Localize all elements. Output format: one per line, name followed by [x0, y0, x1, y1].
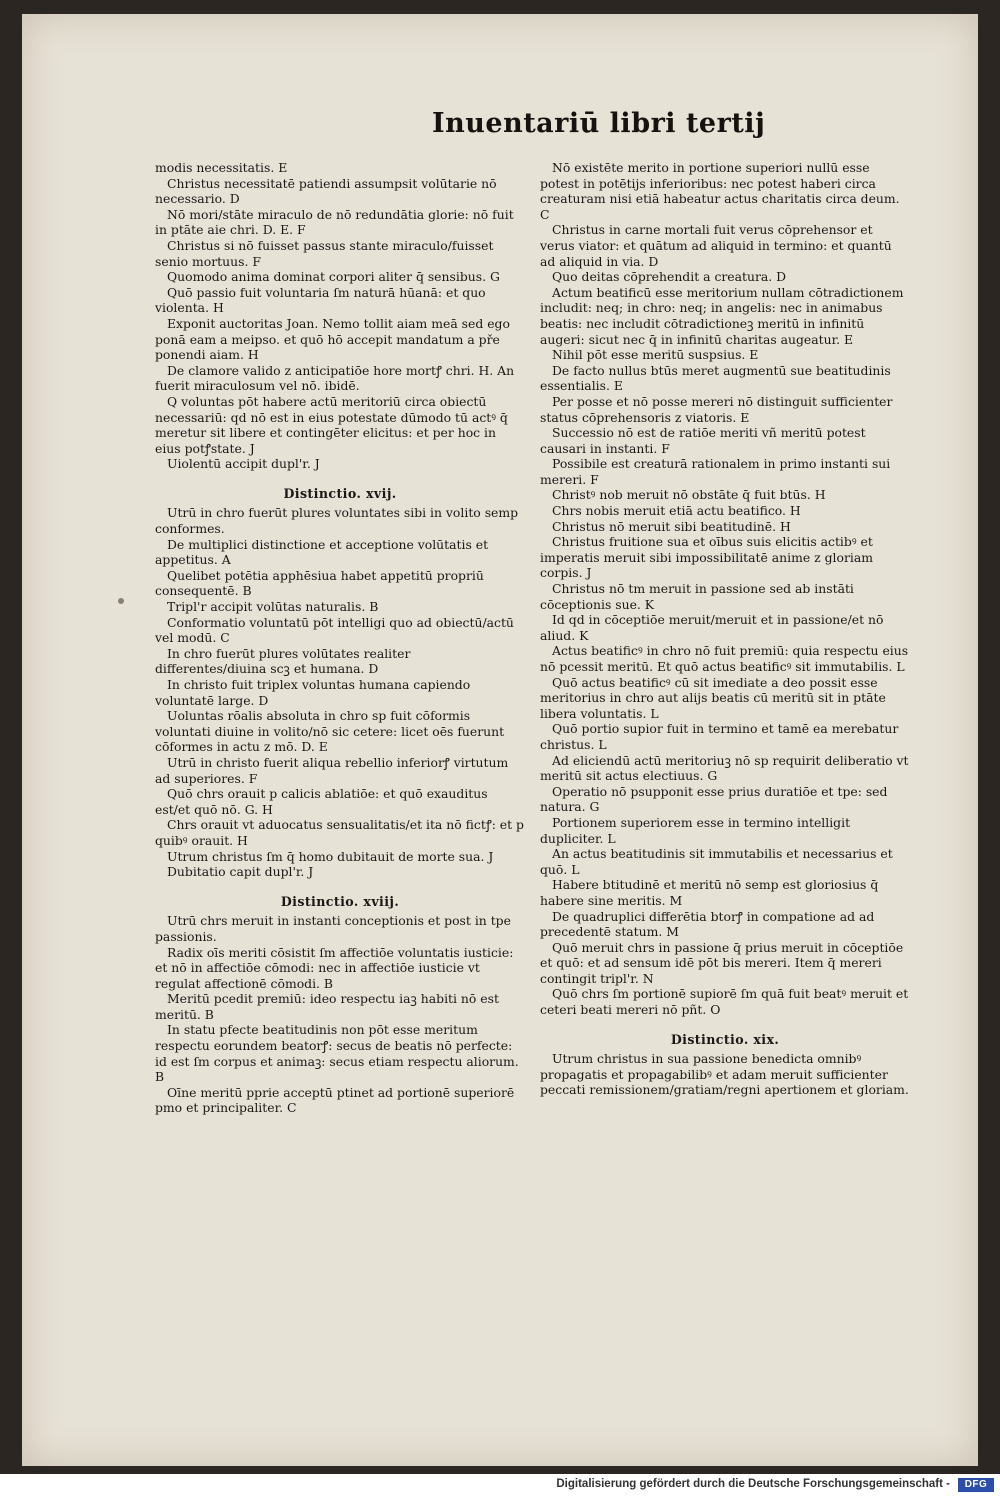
- index-entry: Actum beatificū esse meritorium nullam cōtradictionem includit: neq; in chro: neq; in angelis: nec in animabus beatis: nec includit cōtradictioneꝫ meritū in infinitū augeri: sicut nec q̄ in infinitū charitas augeatur. E: [540, 284, 904, 347]
- index-entry: Meritū pcedit premiū: ideo respectu iaꝫ habiti nō est meritū. B: [155, 991, 499, 1022]
- index-entry: In christo fuit triplex voluntas humana capiendo voluntatē large. D: [155, 677, 471, 708]
- index-entry: Utrū in chro fuerūt plures voluntates sibi in volito semp conformes.: [155, 505, 519, 537]
- index-entry: Possibile est creaturā rationalem in primo instanti sui mereri. F: [540, 456, 891, 487]
- section-heading: Distinctio. xviij.: [280, 893, 400, 909]
- index-entry: In statu pfecte beatitudinis non pōt esse meritum respectu eorundem beatorꝭ: secus de beatis nō perfecte: id est ſm corpus et animaꝫ: secus etiam respectu aliorum. B: [155, 1022, 519, 1085]
- left-block-2: [155, 505, 525, 879]
- index-entry: Quō actus beatificꝰ cū sit imediate a deo possit esse meritorius in chro aut alijs beatis cū meritū sit in ptāte libera voluntatis. L: [540, 674, 886, 721]
- running-head: Inuentariū libri tertij: [432, 108, 766, 139]
- index-entry: Id qd in cōceptiōe meruit/meruit et in passione/et nō aliud. K: [540, 612, 884, 643]
- index-entry: Christus si nō fuisset passus stante miraculo/fuisset senio mortuus. F: [155, 237, 494, 269]
- index-entry: modis necessitatis. E: [155, 160, 288, 175]
- index-entry: Quō chrs orauit p calicis ablatiōe: et quō exauditus est/et quō nō. G. H: [155, 786, 488, 817]
- index-entry: Utrum christus in sua passione benedicta omnibꝰ propagatis et propagabilibꝰ et adam meruit sufficienter peccati remissionem/gratiam/regni apertionem et gloriam.: [540, 1051, 909, 1098]
- index-entry: Christus nō tm meruit in passione sed ab instāti cōceptionis sue. K: [540, 581, 854, 612]
- index-entry: Chrs nobis meruit etiā actu beatifico. H: [552, 503, 801, 519]
- index-entry: Quelibet potētia apphēsiua habet appetitū propriū consequentē. B: [155, 567, 484, 599]
- section-heading: Distinctio. xix.: [670, 1031, 780, 1047]
- index-entry: De clamore valido z anticipatiōe hore mortꝭ chri. H. An fuerit miraculosum vel nō. ibidē.: [155, 362, 515, 394]
- index-entry: Utrū chrs meruit in instanti conceptionis et post in tpe passionis.: [155, 913, 511, 944]
- index-entry: Christus in carne mortali fuit verus cōprehensor et verus viator: et quātum ad aliquid in termino: et quantū ad aliquid in via. D: [540, 222, 892, 269]
- index-entry: Oīne meritū pprie acceptū ptinet ad portionē superiorē pmo et principaliter. C: [155, 1084, 515, 1116]
- index-entry: Uiolentū accipit dupl'r. J: [167, 456, 320, 472]
- index-entry: Nō existēte merito in portione superiori nullū esse potest in potētijs inferioribus: nec potest haberi circa creaturam nisi etiā habeatur actus charitatis circa deum. C: [540, 160, 900, 222]
- index-entry: Christus nō meruit sibi beatitudinē. H: [552, 518, 791, 534]
- left-column: [155, 160, 525, 1116]
- index-entry: An actus beatitudinis sit immutabilis et necessarius et quō. L: [540, 846, 893, 877]
- index-entry: Q voluntas pōt habere actū meritoriū circa obiectū necessariū: qd nō est in eius potestate dūmodo tū actꝰ q̄ meretur sit libere et contingēter elicitus: et per hoc in eius potꝭstate. J: [155, 393, 508, 456]
- index-entry: Quomodo anima dominat corpori aliter q̄ sensibus. G: [167, 269, 500, 285]
- section-heading: Distinctio. xvij.: [283, 485, 397, 501]
- right-block-2: [540, 1051, 910, 1098]
- index-entry: Christꝰ nob meruit nō obstāte q̄ fuit btūs. H: [552, 487, 826, 503]
- index-entry: Nō mori/stāte miraculo de nō redundātia glorie: nō fuit in ptāte aie chri. D. E. F: [155, 206, 514, 238]
- index-entry: Quō passio fuit voluntaria ſm naturā hūanā: et quo violenta. H: [155, 284, 486, 316]
- index-entry: Nihil pōt esse meritū suspsius. E: [552, 347, 759, 363]
- index-entry: Quo deitas cōprehendit a creatura. D: [552, 269, 787, 285]
- margin-mark: [118, 598, 124, 604]
- index-entry: Quō portio supior fuit in termino et tamē ea merebatur christus. L: [540, 721, 899, 752]
- index-entry: Conformatio voluntatū pōt intelligi quo ad obiectū/actū vel modū. C: [155, 614, 514, 646]
- index-entry: Actus beatificꝰ in chro nō fuit premiū: quia respectu eius nō pcessit meritū. Et quō actus beatificꝰ sit immutabilis. L: [540, 643, 909, 674]
- index-entry: Ad eliciendū actū meritoriuꝫ nō sp requirit deliberatio vt meritū sit actus electiuus. G: [540, 752, 909, 784]
- left-block-1: [155, 160, 525, 472]
- index-entry: In chro fuerūt plures volūtates realiter differentes/diuina scꝫ et humana. D: [155, 645, 411, 677]
- right-column: [540, 160, 910, 1098]
- index-entry: De facto nullus btūs meret augmentū sue beatitudinis essentialis. E: [540, 362, 891, 394]
- index-entry: Radix oīs meriti cōsistit ſm affectiōe voluntatis iusticie: et nō in affectiōe cōmodi: nec in affectiōe iusticie vt regulat affectionē cōmodi. B: [155, 944, 514, 991]
- index-entry: Tripl'r accipit volūtas naturalis. B: [167, 599, 379, 615]
- index-entry: Uoluntas rōalis absoluta in chro sp fuit cōformis voluntati diuine in volito/nō sic cetere: licet oēs fuerunt cōformes in actu z mō. D. E: [155, 708, 505, 755]
- index-entry: Christus necessitatē patiendi assumpsit volūtarie nō necessario. D: [155, 175, 497, 207]
- index-entry: Successio nō est de ratiōe meriti vñ meritū potest causari in instanti. F: [540, 425, 866, 456]
- index-entry: Dubitatio capit dupl'r. J: [167, 864, 314, 880]
- left-block-3: [155, 913, 525, 1116]
- index-entry: Quō chrs ſm portionē supiorē ſm quā fuit beatꝰ meruit et ceteri beati mereri nō pñt. O: [540, 986, 909, 1018]
- index-entry: Habere btitudinē et meritū nō semp est gloriosius q̄ habere sine meritis. M: [540, 877, 879, 908]
- index-entry: Chrs orauit vt aduocatus sensualitatis/et ita nō fictꝭ: et p quibꝰ orauit. H: [155, 817, 524, 848]
- index-entry: Christus fruitione sua et oībus suis elicitis actibꝰ et imperatis meruit sibi impossibilitatē anime z gloriam corpis. J: [540, 534, 873, 581]
- index-entry: Utrum christus ſm q̄ homo dubitauit de morte sua. J: [167, 848, 494, 864]
- index-entry: Operatio nō psupponit esse prius duratiōe et tpe: sed natura. G: [540, 783, 888, 815]
- footer-credit: Digitalisierung gefördert durch die Deutsche Forschungsgemeinschaft -: [556, 1478, 950, 1490]
- index-entry: De multiplici distinctione et acceptione volūtatis et appetitus. A: [155, 536, 489, 568]
- index-entry: Exponit auctoritas Joan. Nemo tollit aiam meā sed ego ponā eam a meipso. et quō hō accepit mandatum a pře ponendi aiam. H: [155, 315, 510, 363]
- right-block-1: [540, 160, 910, 1018]
- index-entry: De quadruplici differētia btorꝭ in compatione ad ad precedentē statum. M: [540, 908, 875, 940]
- index-entry: Quō meruit chrs in passione q̄ prius meruit in cōceptiōe et quō: et ad sensum idē pōt bis mereri. Item q̄ mereri contingit tripl'r. N: [540, 939, 904, 986]
- dfg-logo: DFG: [958, 1478, 994, 1492]
- index-entry: Portionem superiorem esse in termino intelligit dupliciter. L: [540, 814, 851, 846]
- digitization-footer: [0, 1474, 1000, 1496]
- index-entry: Per posse et nō posse mereri nō distinguit sufficienter status cōprehensoris z viatoris. E: [540, 393, 893, 425]
- index-entry: Utrū in christo fuerit aliqua rebellio inferiorꝭ virtutum ad superiores. F: [155, 754, 509, 786]
